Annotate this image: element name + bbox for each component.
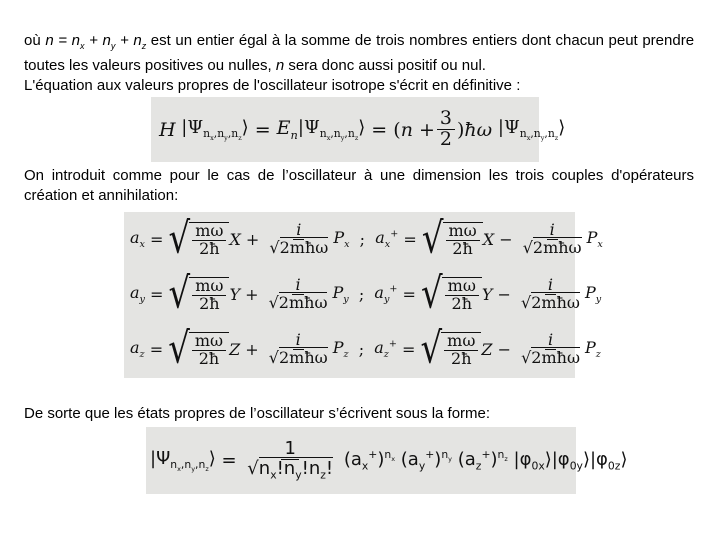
text-eigenvalue-equation: L'équation aux valeurs propres de l'oscillateur isotrope s'écrit en définitive : xyxy=(24,77,521,94)
variable-n: n xyxy=(275,57,285,74)
inline-sum-equation: $n = n_x + n_y + n_z$ xyxy=(45,32,147,51)
paragraph-eigenstates: De sorte que les états propres de l’oscillateur s’écrivent sous la forme: xyxy=(24,405,491,422)
operator-row-x: $a_x$ = √ $\frac{m\omega}{2ħ}$ X + $\frac{i}{\text{√2mħω}}$ $P_x$ ; $a_x^+$ = √ $\frac{m\omega}{2ħ}$ X − $\frac{i}{\text{√2mħω}}$ $P_x$ xyxy=(130,213,603,264)
text-where: où xyxy=(24,32,46,49)
paragraph-operators: On introduit comme pour le cas de l’oscillateur à une dimension les trois couples d'opérateurs création et annihilation: xyxy=(24,167,694,204)
text-positive: sera donc aussi positif ou nul. xyxy=(284,57,486,74)
text-integer-sum: est un entier égal à la somme de trois nombres entiers dont chacun peut prendre toutes les valeurs positives ou nulles, xyxy=(24,32,695,74)
operator-row-y: $a_y$ = √ $\frac{m\omega}{2ħ}$ Y + $\frac{i}{\text{√2mħω}}$ $P_y$ ; $a_y^+$ = √ $\frac{m\omega}{2ħ}$ Y − $\frac{i}{\text{√2mħω}}$ $P_y$ xyxy=(130,268,602,319)
equation-eigenstates: $|\Psi_{n_x,n_y,n_z}⟩$ = $\frac{1}{√n_x!n_y!n_z!}$ $(a_x^+)^{n_x}$ $(a_y^+)^{n_y}$ $(a_z^+)^{n_z}$ $|\varphi_{0x}⟩|\varphi_{0y}⟩|\varphi_{0z}⟩$ xyxy=(146,427,576,494)
paragraph-intro xyxy=(24,31,694,96)
equation-operators xyxy=(124,212,603,378)
equation-eigenvalue: H $|\Psi_{n_x,n_y,n_z}⟩$ = $E_n$ $|\Psi_{n_x,n_y,n_z}⟩$ = (n + $\frac{3}{2}$ )ħω $|\Psi_{n_x,n_y,n_z}⟩$ xyxy=(151,97,539,162)
operator-row-z: $a_z$ = √ $\frac{m\omega}{2ħ}$ Z + $\frac{i}{\text{√2mħω}}$ $P_z$ ; $a_z^+$ = √ $\frac{m\omega}{2ħ}$ Z − $\frac{i}{\text{√2mħω}}$ $P_z$ xyxy=(130,323,601,374)
